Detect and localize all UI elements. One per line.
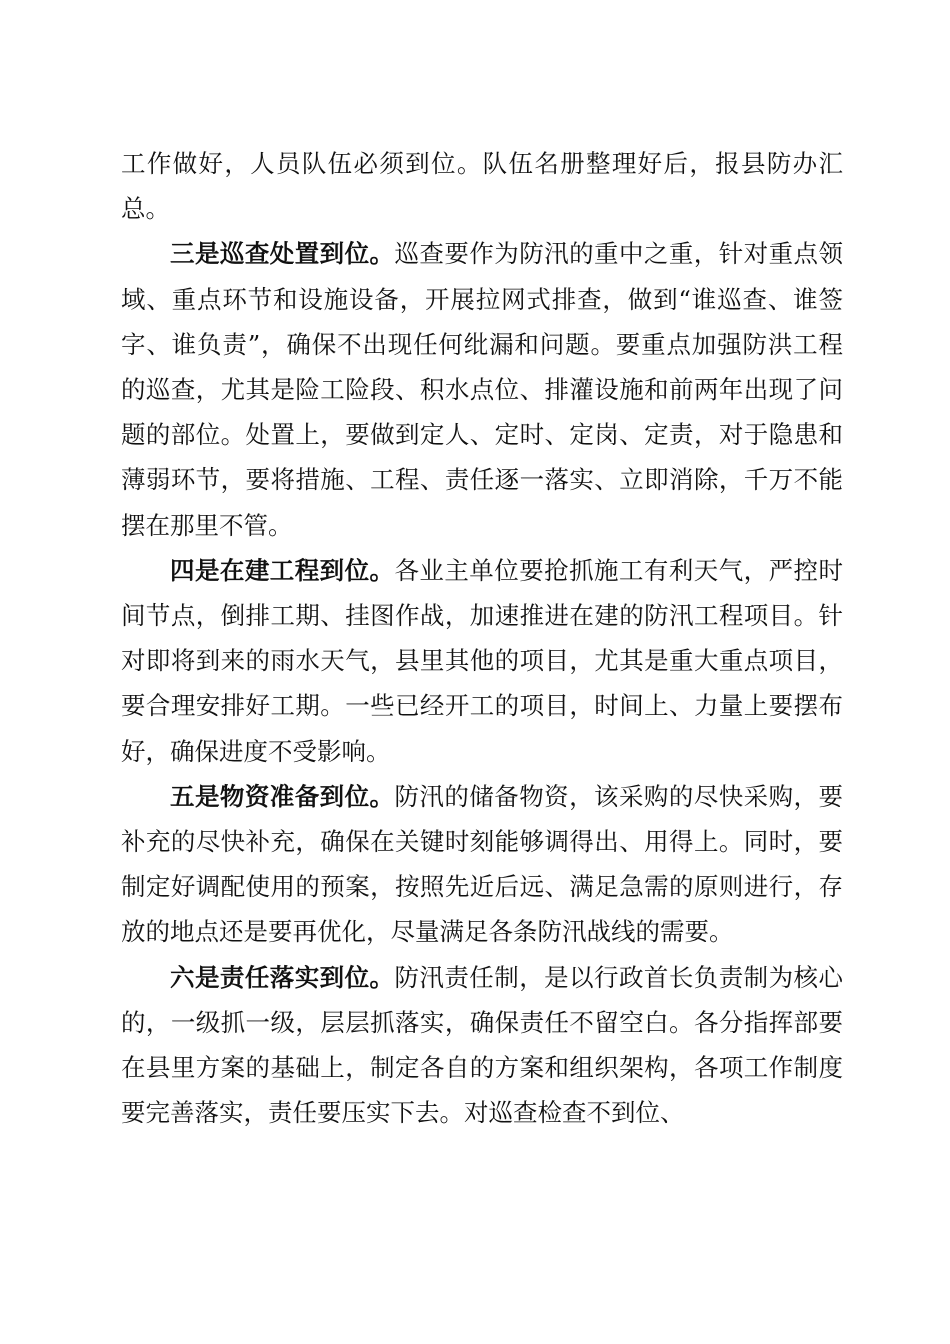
- paragraph-text: 防汛责任制，是以行政首长负责制为核心的，一级抓一级，层层抓落实，确保责任不留空白。各分指挥部要在县里方案的基础上，制定各自的方案和组织架构，各项工作制度要完善落实，责任要压实下去。对巡查检查不到位、: [121, 962, 844, 1128]
- paragraph-responsibility: [121, 955, 843, 1136]
- paragraph-heading: 六是责任落实到位。: [170, 962, 395, 992]
- paragraph-text: 巡查要作为防汛的重中之重，针对重点领域、重点环节和设施设备，开展拉网式排查，做到“谁巡查、谁签字、谁负责”，确保不出现任何纰漏和问题。要重点加强防洪工程的巡查，尤其是险工险段、积水点位、排灌设施和前两年出现了问题的部位。处置上，要做到定人、定时、定岗、定责，对于隐患和薄弱环节，要将措施、工程、责任逐一落实、立即消除，千万不能摆在那里不管。: [121, 239, 844, 540]
- paragraph-continuation: [121, 141, 843, 231]
- paragraph-text: 各业主单位要抢抓施工有利天气，严控时间节点，倒排工期、挂图作战，加速推进在建的防汛工程项目。针对即将到来的雨水天气，县里其他的项目，尤其是重大重点项目，要合理安排好工期。一些已经开工的项目，时间上、力量上要摆布好，确保进度不受影响。: [121, 555, 844, 766]
- paragraph-materials: [121, 774, 843, 955]
- document-body: [121, 141, 843, 1135]
- paragraph-heading: 四是在建工程到位。: [170, 555, 395, 585]
- paragraph-text: 防汛的储备物资，该采购的尽快采购，要补充的尽快补充，确保在关键时刻能够调得出、用得上。同时，要制定好调配使用的预案，按照先近后远、满足急需的原则进行，存放的地点还是要再优化，尽量满足各条防汛战线的需要。: [121, 781, 844, 947]
- paragraph-projects: [121, 548, 843, 774]
- paragraph-heading: 三是巡查处置到位。: [170, 239, 395, 269]
- paragraph-heading: 五是物资准备到位。: [170, 781, 395, 811]
- paragraph-inspection: [121, 231, 843, 547]
- paragraph-text: 工作做好，人员队伍必须到位。队伍名册整理好后，报县防办汇总。: [121, 149, 843, 224]
